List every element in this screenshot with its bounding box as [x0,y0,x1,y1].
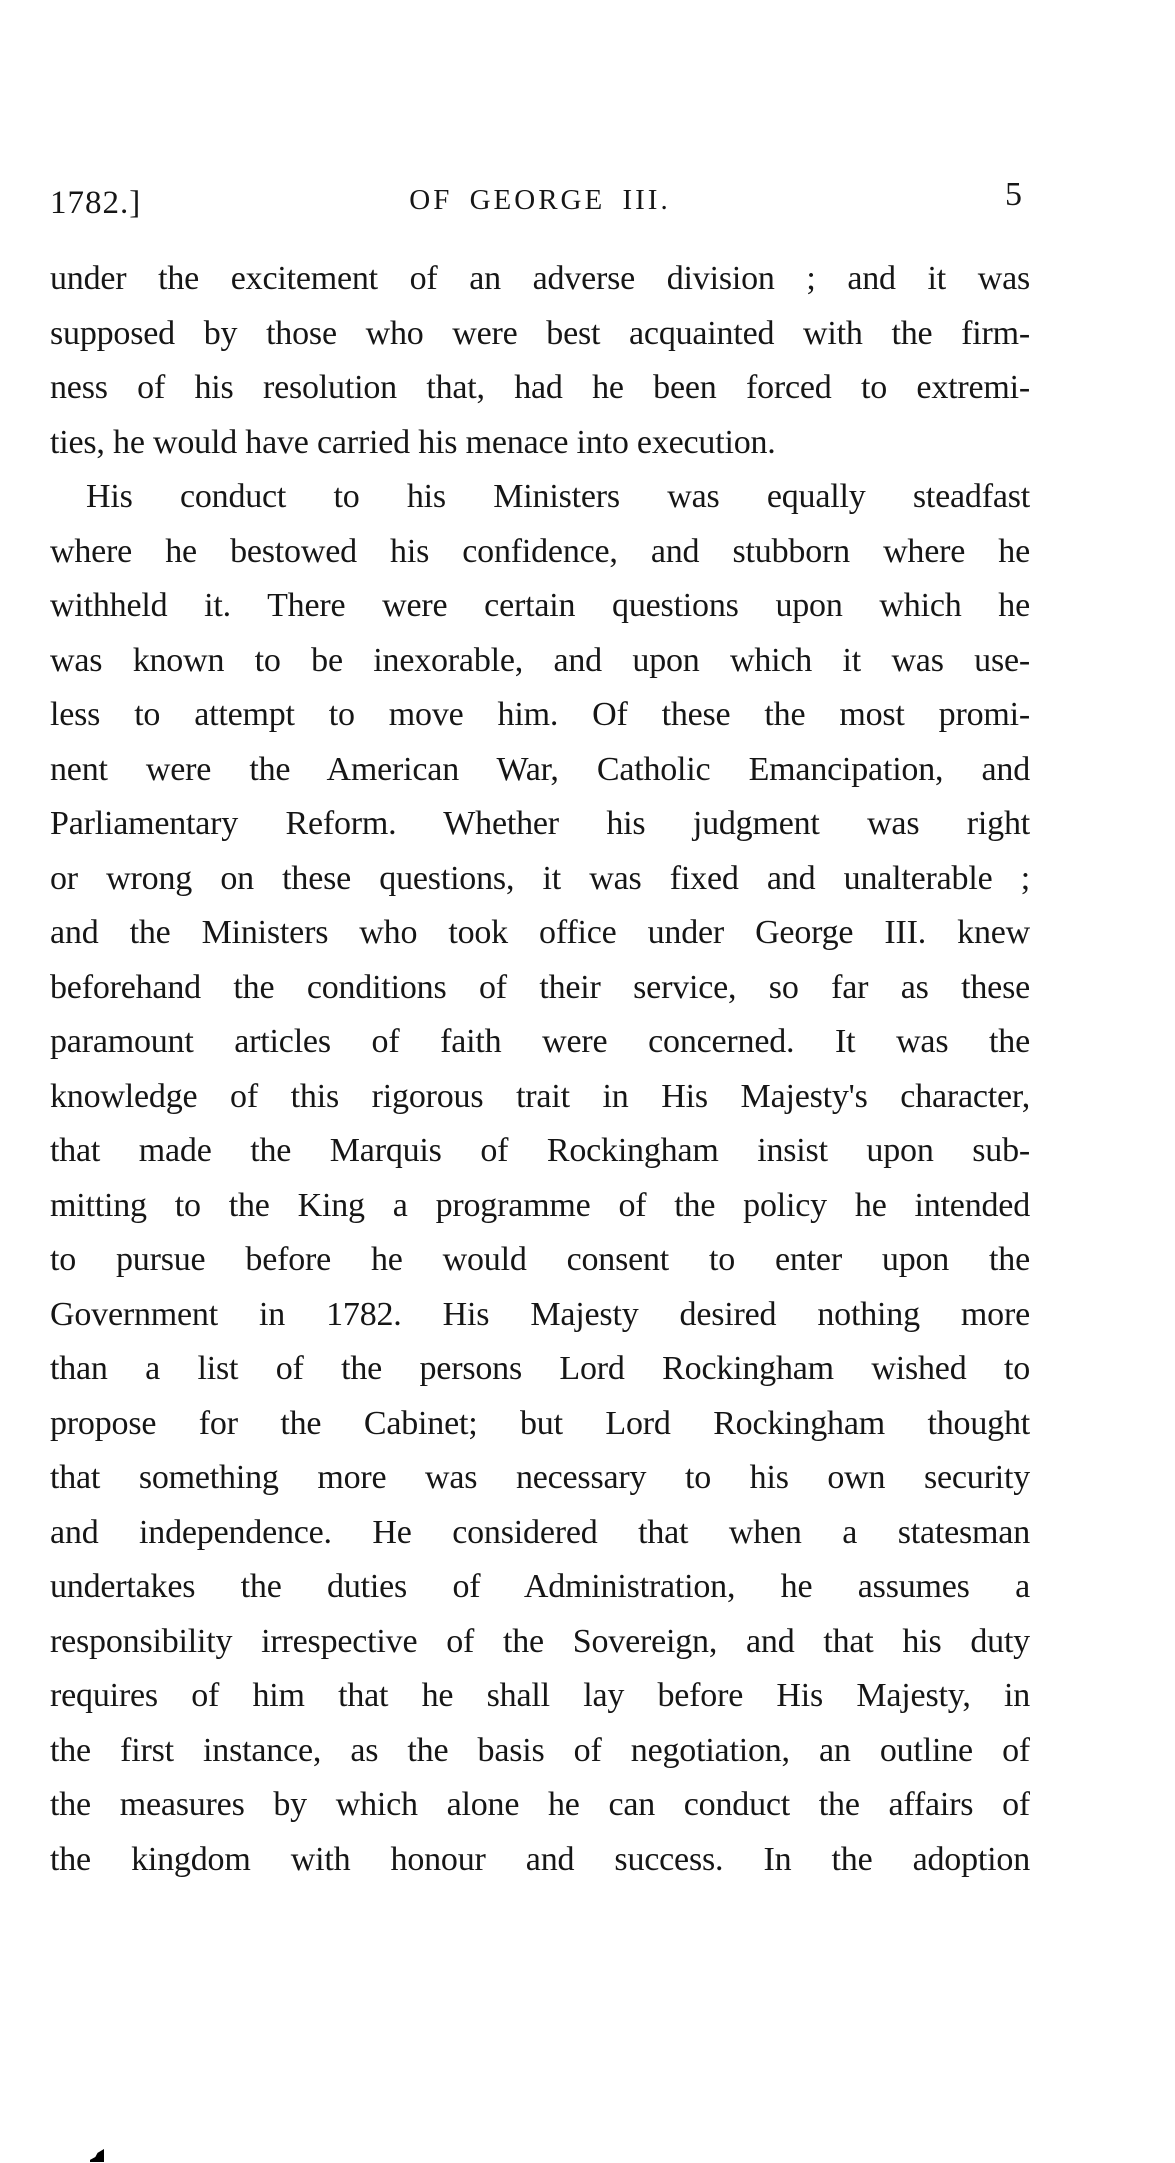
text-line: to pursue before he would consent to enter upon the [50,1241,1030,1278]
text-line: requires of him that he shall lay before His Majesty, in [50,1677,1030,1714]
text-line: that made the Marquis of Rockingham insist upon sub- [50,1132,1030,1169]
text-line: withheld it. There were certain questions upon which he [50,587,1030,624]
text-line: supposed by those who were best acquainted with the firm- [50,314,1030,352]
running-header [50,176,1030,236]
text-line: propose for the Cabinet; but Lord Rockingham thought [50,1404,1030,1442]
header-year-label: 1782.] [50,185,142,221]
text-line: Parliamentary Reform. Whether his judgment was right [50,805,1030,842]
text-line: or wrong on these questions, it was fixed and unalterable ; [50,859,1030,897]
text-line: His conduct to his Ministers was equally steadfast [86,478,1030,515]
ink-smudge [90,2149,104,2162]
running-title: OF GEORGE III. [409,184,671,216]
text-line: where he bestowed his confidence, and stubborn where he [50,532,1030,570]
text-line: and independence. He considered that when a statesman [50,1513,1030,1551]
text-line: under the excitement of an adverse division ; and it was [50,260,1030,297]
text-line: the measures by which alone he can conduct the affairs of [50,1786,1030,1823]
page-number: 5 [1005,176,1022,213]
text-line: ties, he would have carried his menace into execution. [50,423,776,461]
text-line: the kingdom with honour and success. In the adoption [50,1840,1030,1878]
text-line: ness of his resolution that, had he been forced to extremi- [50,369,1030,406]
text-line: than a list of the persons Lord Rockingham wished to [50,1350,1030,1387]
text-line: the first instance, as the basis of negotiation, an outline of [50,1731,1030,1769]
text-line: mitting to the King a programme of the policy he intended [50,1186,1030,1224]
text-line: was known to be inexorable, and upon which it was use- [50,641,1030,679]
text-line: Government in 1782. His Majesty desired nothing more [50,1295,1030,1333]
text-line: and the Ministers who took office under George III. knew [50,914,1030,951]
text-line: undertakes the duties of Administration, he assumes a [50,1568,1030,1605]
text-line: knowledge of this rigorous trait in His Majesty's character, [50,1077,1030,1115]
text-line: responsibility irrespective of the Sovereign, and that his duty [50,1622,1030,1660]
page-body [50,252,1030,1887]
text-line: less to attempt to move him. Of these the most promi- [50,696,1030,733]
text-line: beforehand the conditions of their service, so far as these [50,968,1030,1006]
text-line: that something more was necessary to his own security [50,1459,1030,1496]
text-line: nent were the American War, Catholic Emancipation, and [50,750,1030,788]
text-line: paramount articles of faith were concerned. It was the [50,1023,1030,1060]
